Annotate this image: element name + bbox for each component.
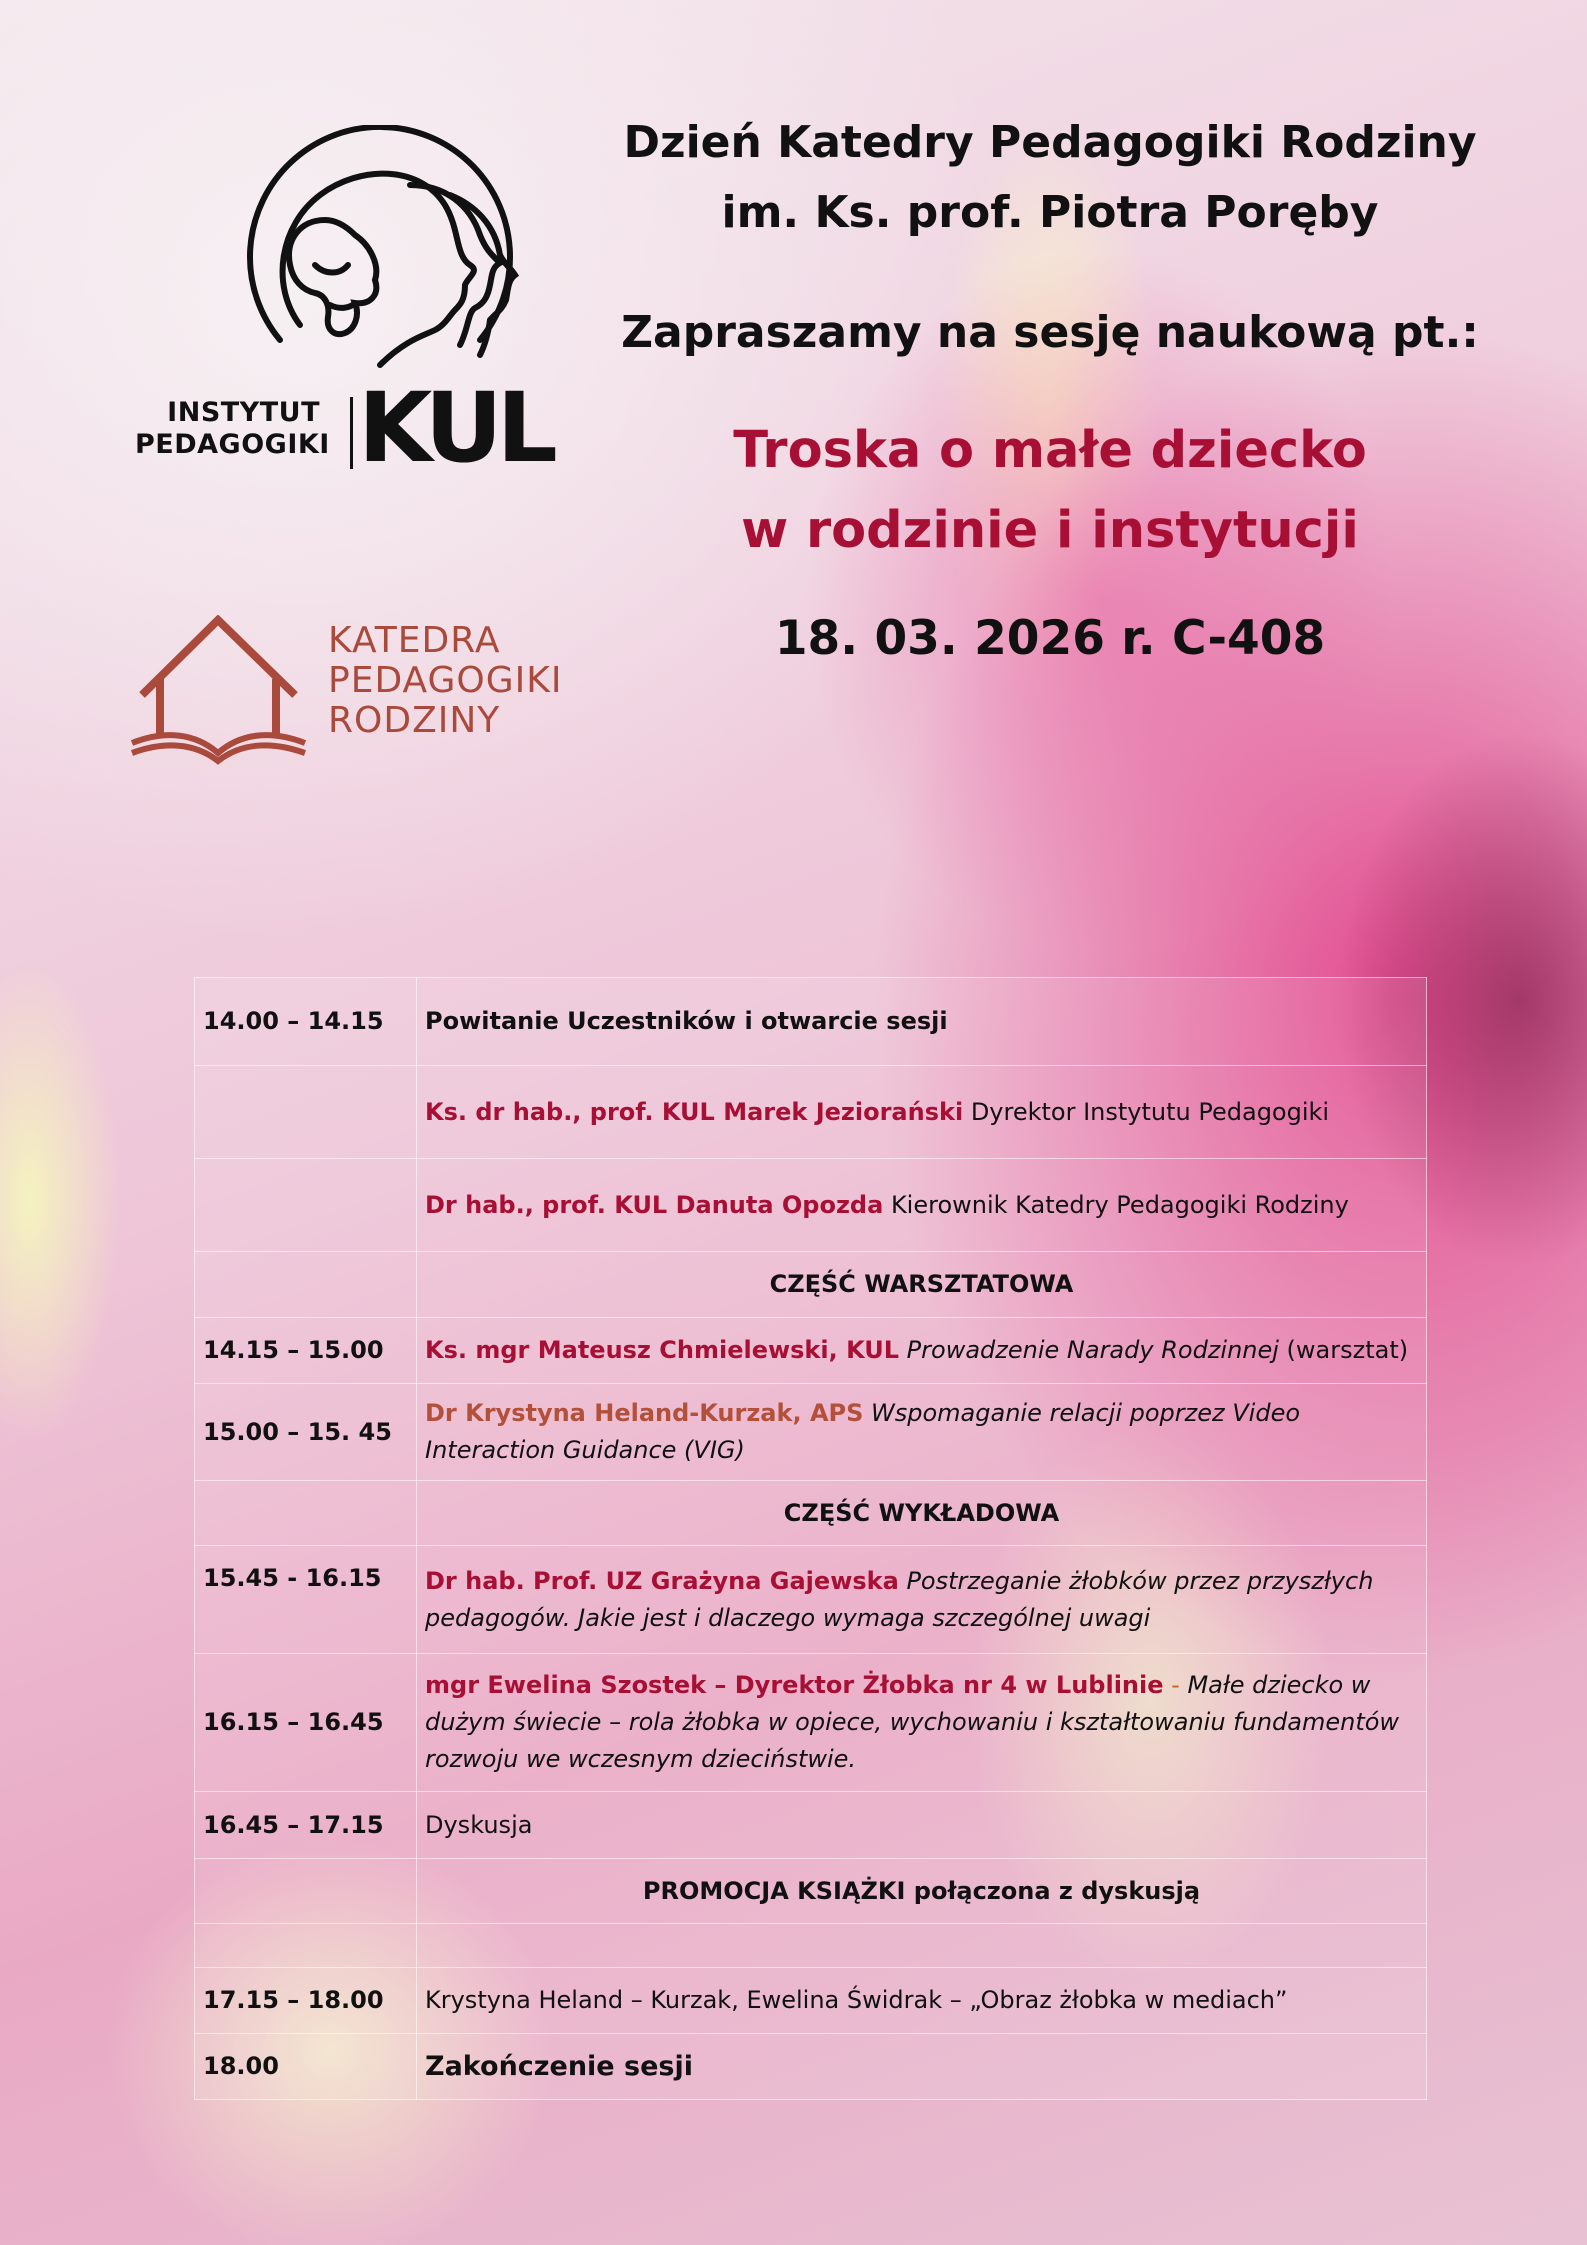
speaker-role: Kierownik Katedry Pedagogiki Rodziny: [883, 1190, 1349, 1219]
time-cell: 14.15 – 15.00: [195, 1318, 417, 1384]
speaker-name: Dr hab. Prof. UZ Grażyna Gajewska: [425, 1566, 899, 1595]
time-cell: 14.00 – 14.15: [195, 978, 417, 1066]
speaker-name: mgr Ewelina Szostek – Dyrektor Żłobka nr 4 w Lublinie: [425, 1671, 1164, 1699]
section-heading: PROMOCJA KSIĄŻKI połączona z dyskusją: [417, 1859, 1427, 1924]
event-title-line1: Dzień Katedry Pedagogiki Rodziny: [623, 117, 1477, 168]
institute-line2: PEDAGOGIKI: [135, 429, 330, 460]
session-topic-line1: Troska o małe dziecko: [733, 421, 1367, 480]
table-row: [195, 1654, 1427, 1792]
time-cell-empty: [195, 1066, 417, 1159]
section-heading: CZĘŚĆ WARSZTATOWA: [417, 1252, 1427, 1318]
time-cell: 16.15 – 16.45: [195, 1654, 417, 1792]
separator-dash: -: [1163, 1671, 1188, 1699]
agenda-item: [417, 1384, 1427, 1481]
event-title-line2: im. Ks. prof. Piotra Poręby: [721, 187, 1379, 238]
agenda-item: [417, 1546, 1427, 1654]
time-cell-empty: [195, 1252, 417, 1318]
time-cell: 15.00 – 15. 45: [195, 1384, 417, 1481]
talk-title: Małe dziecko w dużym świecie – rola żłobka w opiece, wychowaniu i kształtowaniu fundamentów rozwoju we wczesnym dzieciństwie.: [425, 1671, 1400, 1773]
table-row: [195, 1318, 1427, 1384]
institute-name: [135, 397, 330, 461]
agenda-item: [417, 1066, 1427, 1159]
time-cell: 18.00: [195, 2034, 417, 2100]
katedra-line3: RODZINY: [328, 700, 501, 741]
katedra-logo: [130, 615, 600, 765]
poster-header: [600, 108, 1500, 666]
speaker-role: Dyrektor Instytutu Pedagogiki: [963, 1097, 1330, 1126]
talk-title: Wspomaganie relacji poprzez Video Interaction Guidance (VIG): [425, 1399, 1301, 1464]
agenda-item: [417, 1318, 1427, 1384]
table-row: [195, 1859, 1427, 1924]
agenda-item: [417, 1654, 1427, 1792]
time-cell-empty: [195, 1159, 417, 1252]
institute-logo: [130, 125, 550, 495]
table-row: [195, 1066, 1427, 1159]
table-row: [195, 1481, 1427, 1546]
speaker-name: Ks. dr hab., prof. KUL Marek Jeziorański: [425, 1097, 964, 1126]
kul-wordmark: KUL: [358, 372, 552, 484]
program-table: [194, 977, 1427, 2100]
time-cell: 17.15 – 18.00: [195, 1968, 417, 2034]
agenda-item: Krystyna Heland – Kurzak, Ewelina Świdrak – „Obraz żłobka w mediach”: [417, 1968, 1427, 2034]
talk-title: Prowadzenie Narady Rodzinnej: [899, 1336, 1279, 1364]
date-and-room: 18. 03. 2026 r. C-408: [774, 611, 1326, 666]
table-row: [195, 1792, 1427, 1859]
agenda-item: Dyskusja: [417, 1792, 1427, 1859]
institute-line1: INSTYTUT: [167, 397, 320, 428]
agenda-item: [417, 1159, 1427, 1252]
time-cell-empty: [195, 1481, 417, 1546]
katedra-name: [328, 621, 563, 741]
table-row: [195, 2034, 1427, 2100]
logo-divider: [350, 397, 353, 469]
section-heading: CZĘŚĆ WYKŁADOWA: [417, 1481, 1427, 1546]
table-row: [195, 1546, 1427, 1654]
speaker-name: Ks. mgr Mateusz Chmielewski, KUL: [425, 1336, 900, 1364]
agenda-item: Zakończenie sesji: [417, 2034, 1427, 2100]
talk-note: (warsztat): [1278, 1336, 1409, 1364]
time-cell: 16.45 – 17.15: [195, 1792, 417, 1859]
katedra-line1: KATEDRA: [328, 620, 501, 661]
speaker-name: Dr hab., prof. KUL Danuta Opozda: [425, 1190, 884, 1219]
time-cell-empty: [195, 1859, 417, 1924]
agenda-item: Powitanie Uczestników i otwarcie sesji: [417, 978, 1427, 1066]
speaker-name: Dr Krystyna Heland-Kurzak, APS: [425, 1399, 864, 1427]
house-book-icon: [130, 615, 320, 765]
table-row: [195, 1924, 1427, 1968]
invitation-text: Zapraszamy na sesję naukową pt.:: [621, 307, 1479, 358]
table-row: [195, 1968, 1427, 2034]
empty-cell: [417, 1924, 1427, 1968]
katedra-line2: PEDAGOGIKI: [328, 660, 563, 701]
family-profiles-icon: [230, 125, 530, 380]
table-row: [195, 1384, 1427, 1481]
talk-title: Postrzeganie żłobków przez przyszłych pedagogów. Jakie jest i dlaczego wymaga szczególnej uwagi: [425, 1566, 1374, 1632]
table-row: [195, 978, 1427, 1066]
table-row: [195, 1159, 1427, 1252]
session-topic-line2: w rodzinie i instytucji: [741, 501, 1359, 560]
time-cell: 15.45 - 16.15: [195, 1546, 417, 1654]
table-row: [195, 1252, 1427, 1318]
time-cell-empty: [195, 1924, 417, 1968]
